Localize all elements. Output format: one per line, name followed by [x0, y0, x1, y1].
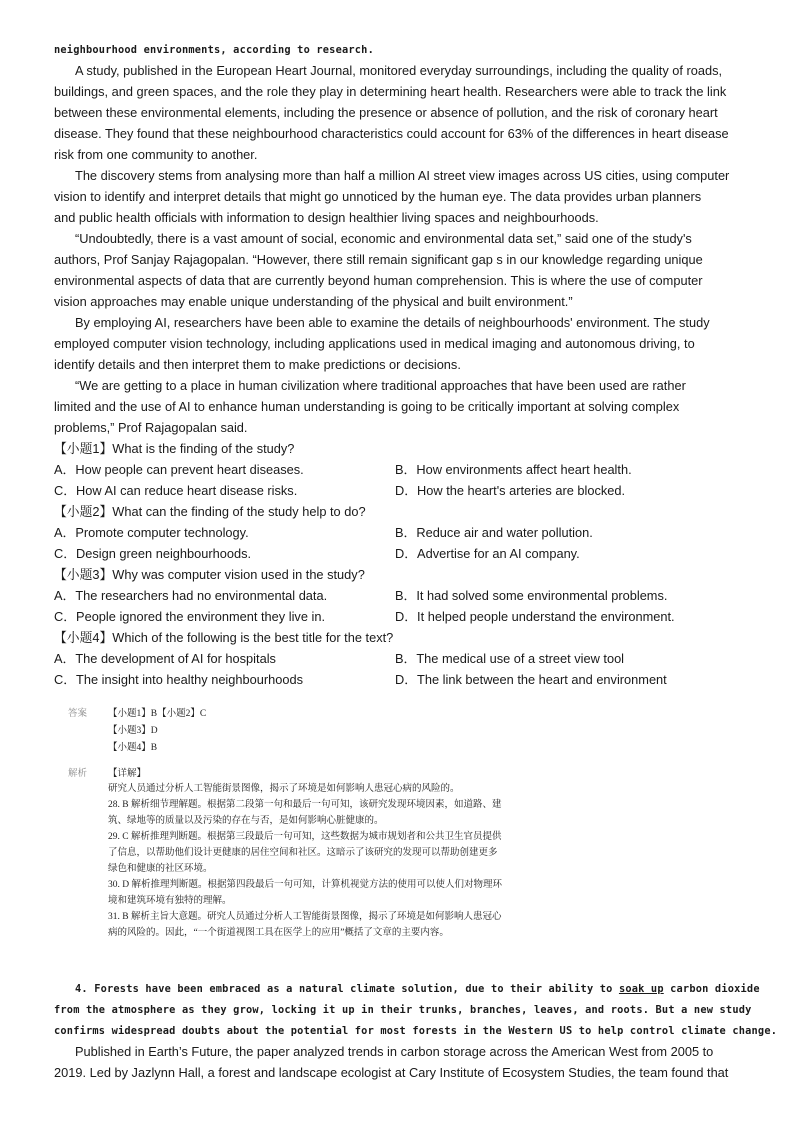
answer-line: 【小题1】B【小题2】C	[108, 709, 207, 719]
analysis-line: 了信息，以帮助他们设计更健康的居住空间和社区。这暗示了该研究的发现可以帮助创建更多	[108, 848, 498, 858]
analysis-line: 31. B 解析主旨大意题。研究人员通过分析人工智能街景图像，揭示了环境是如何影响人患冠心	[108, 912, 502, 922]
paragraph-line: disease. They found that these neighbourhood characteristics could account for 63% of the differences in heart disease	[54, 126, 729, 141]
option-a: A．How people can prevent heart diseases.	[54, 462, 304, 477]
option-b: B．Reduce air and water pollution.	[395, 525, 593, 540]
paragraph-line: between these environmental elements, including the presence or absence of pollution, and the risk of coronary heart	[54, 105, 718, 120]
analysis-line: 筑、绿地等的质量以及污染的存在与否，是如何影响心脏健康的。	[108, 816, 384, 826]
paragraph-line: Published in Earth’s Future, the paper analyzed trends in carbon storage across the American West from 2005 to	[75, 1044, 714, 1059]
analysis-line: 境和建筑环境有独特的理解。	[108, 896, 232, 906]
paragraph-line: and public health officials with information to design healthier living spaces and neighbourhoods.	[54, 210, 599, 225]
analysis-line: 28. B 解析细节理解题。根据第二段第一句和最后一句可知，该研究发现环境因素，如道路、建	[108, 800, 502, 810]
option-b: B．The medical use of a street view tool	[395, 651, 625, 666]
option-a: A．The researchers had no environmental data.	[54, 588, 328, 603]
option-a: A．Promote computer technology.	[54, 525, 249, 540]
paragraph-line: authors, Prof Sanjay Rajagopalan. “However, there still remain significant gap s in our knowledge regarding unique	[54, 252, 703, 267]
passage-lead-line: neighbourhood environments, according to research.	[54, 44, 374, 56]
paragraph-line: problems,” Prof Rajagopalan said.	[54, 420, 248, 435]
option-c: C．How AI can reduce heart disease risks.	[54, 483, 298, 498]
answer-line: 【小题4】B	[108, 743, 158, 753]
paragraph-line: 2019. Led by Jazlynn Hall, a forest and landscape ecologist at Cary Institute of Ecosystem Studies, the team found that	[54, 1065, 729, 1080]
option-a: A．The development of AI for hospitals	[54, 651, 276, 666]
analysis-label: 解析	[68, 769, 88, 779]
paragraph-line: environmental aspects of data that are currently beyond human comprehension. This is where the use of computer	[54, 273, 703, 288]
option-b: B．It had solved some environmental problems.	[395, 588, 668, 603]
paragraph-line: buildings, and green spaces, and the role they play in determining heart health. Researchers were able to track the link	[54, 84, 727, 99]
analysis-line: 29. C 解析推理判断题。根据第三段最后一句可知，这些数据为城市规划者和公共卫生官员提供	[108, 832, 502, 842]
question-stem: 【小题3】Why was computer vision used in the study?	[54, 567, 365, 582]
option-c: C．Design green neighbourhoods.	[54, 546, 252, 561]
analysis-line: 病的风险的。因此，“一个街道视图工具在医学上的应用”概括了文章的主要内容。	[108, 928, 449, 938]
paragraph-line: limited and the use of AI to enhance human understanding is going to be critically important at solving complex	[54, 399, 680, 414]
underlined-phrase: soak up	[618, 983, 664, 995]
option-b: B．How environments affect heart health.	[395, 462, 632, 477]
passage-lead-line: confirms widespread doubts about the potential for most forests in the Western US to help control climate change.	[54, 1025, 778, 1037]
paragraph-line: The discovery stems from analysing more than half a million AI street view images across US cities, using computer	[75, 168, 730, 183]
analysis-line: 研究人员通过分析人工智能街景图像，揭示了环境是如何影响人患冠心病的风险的。	[108, 784, 460, 794]
paragraph-line: By employing AI, researchers have been able to examine the details of neighbourhoods' environment. The study	[75, 315, 710, 330]
question-stem: 【小题2】What can the finding of the study help to do?	[54, 504, 366, 519]
paragraph-line: identify details and then interpret them to make predictions or decisions.	[54, 357, 461, 372]
option-c: C．People ignored the environment they live in.	[54, 609, 326, 624]
option-c: C．The insight into healthy neighbourhoods	[54, 672, 303, 687]
question-stem: 【小题1】What is the finding of the study?	[54, 441, 295, 456]
option-d: D．Advertise for an AI company.	[395, 546, 580, 561]
question-stem: 【小题4】Which of the following is the best title for the text?	[54, 630, 394, 645]
option-d: D．It helped people understand the environment.	[395, 609, 675, 624]
option-d: D．The link between the heart and environment	[395, 672, 667, 687]
answer-label: 答案	[68, 709, 88, 719]
option-d: D．How the heart's arteries are blocked.	[395, 483, 626, 498]
passage-lead-line: from the atmosphere as they grow, locking it up in their trunks, branches, leaves, and roots. But a new study	[54, 1004, 752, 1016]
passage-lead-line: 4. Forests have been embraced as a natural climate solution, due to their ability to soak up carbon dioxide	[75, 983, 760, 995]
paragraph-line: “We are getting to a place in human civilization where traditional approaches that have been used are rather	[75, 378, 686, 393]
paragraph-line: A study, published in the European Heart Journal, monitored everyday surroundings, including the quality of roads,	[75, 63, 723, 78]
paragraph-line: “Undoubtedly, there is a vast amount of social, economic and environmental data set,” said one of the study's	[75, 231, 692, 246]
analysis-line: 绿色和健康的社区环境。	[108, 864, 213, 874]
paragraph-line: vision to identify and interpret details that might go unnoticed by the human eye. The data provides urban planners	[54, 189, 702, 204]
paragraph-line: employed computer vision technology, including applications used in medical imaging and autonomous driving, to	[54, 336, 695, 351]
analysis-line: 30. D 解析推理判断题。根据第四段最后一句可知，计算机视觉方法的使用可以使人们对物理环	[108, 880, 502, 890]
paragraph-line: vision approaches may enable unique understanding of the physical and built environment.”	[54, 294, 573, 309]
paragraph-line: risk from one community to another.	[54, 147, 258, 162]
answer-line: 【小题3】D	[108, 726, 158, 736]
analysis-header: 【详解】	[108, 769, 147, 779]
